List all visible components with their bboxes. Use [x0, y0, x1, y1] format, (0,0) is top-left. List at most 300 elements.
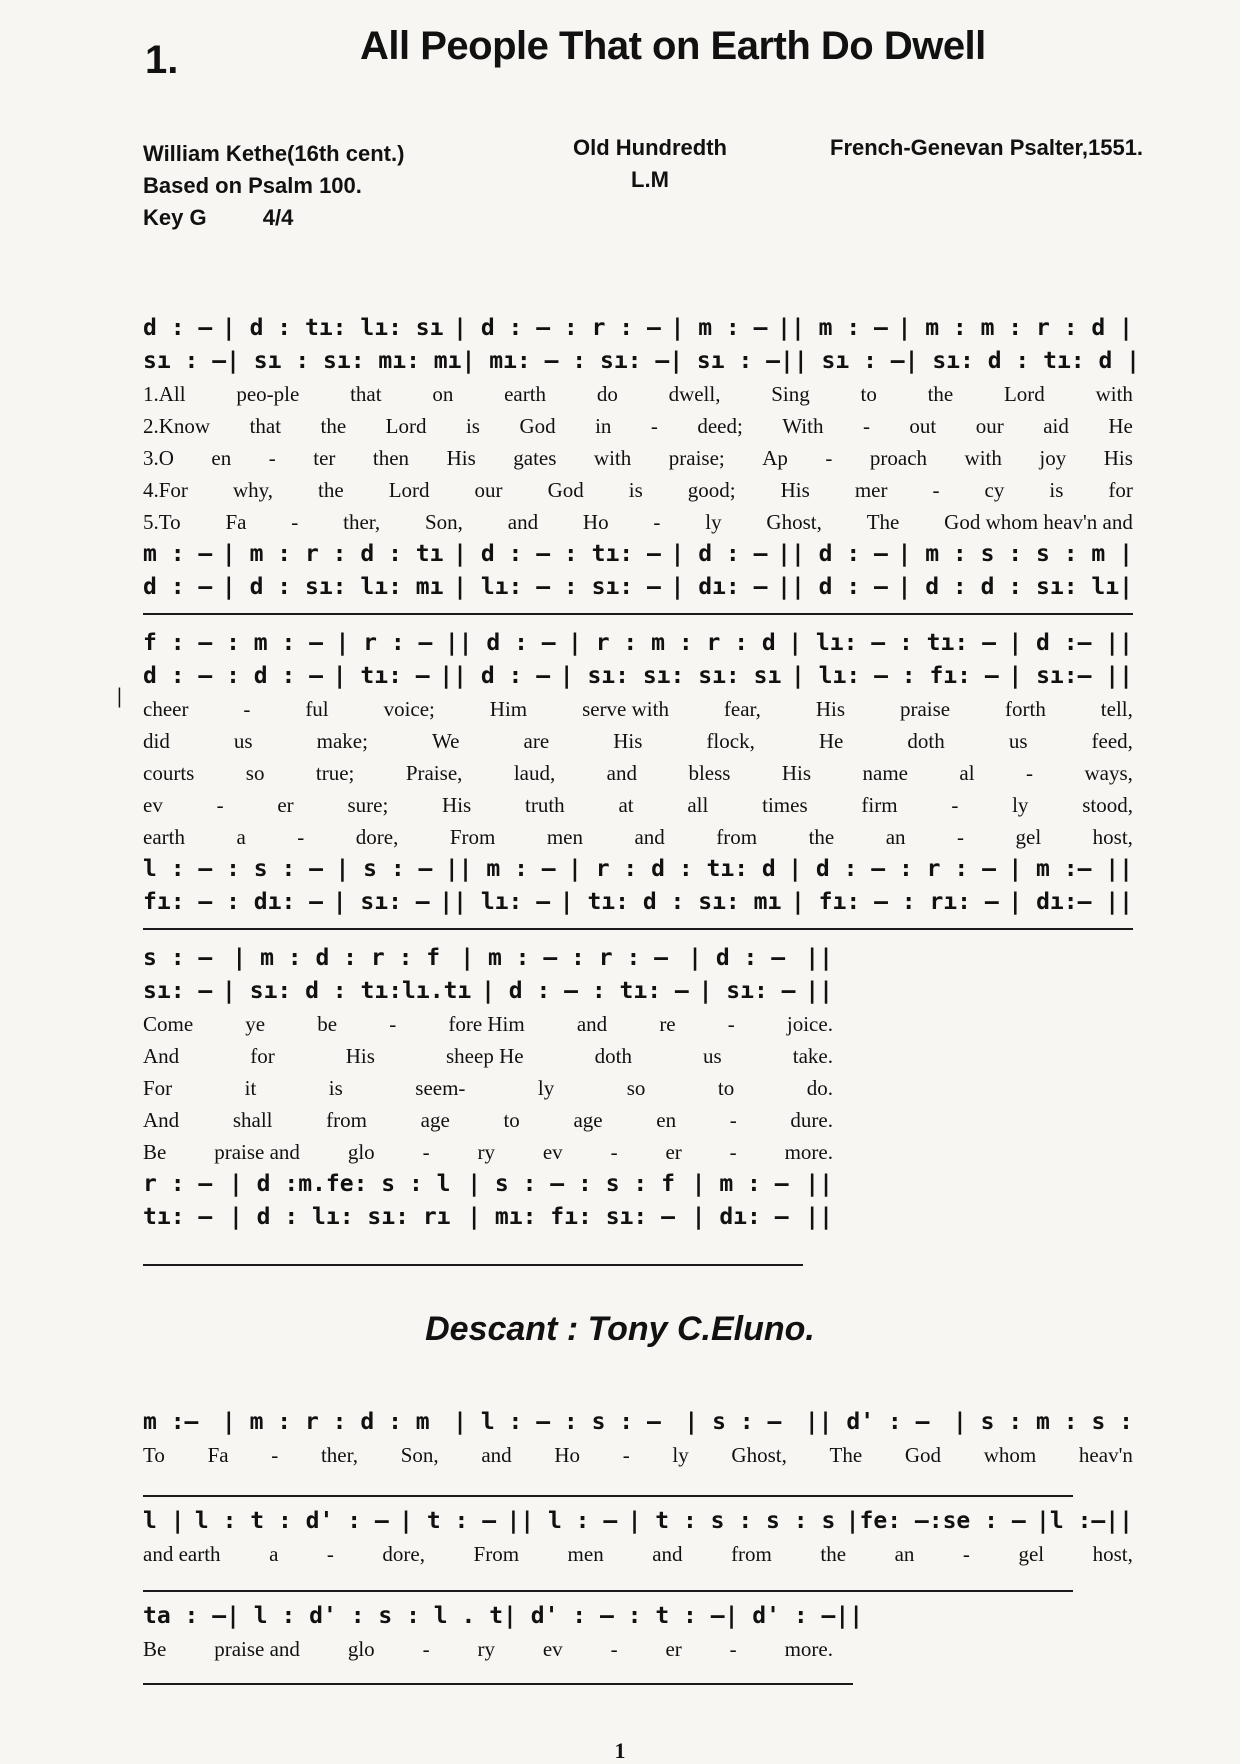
upper-part-2 — [143, 660, 1133, 693]
descant-line-1 — [143, 1406, 1133, 1471]
lyric-word: ly — [705, 510, 722, 534]
lyric-word: is — [628, 478, 643, 502]
lyric-word: His — [1103, 446, 1133, 470]
key-signature — [143, 202, 404, 234]
lyric-word: His — [780, 478, 810, 502]
sol-fa-segment: | d : sı: lı: mı — [221, 574, 444, 600]
sol-fa-segment: | dı: – — [691, 1204, 789, 1230]
sol-fa-segment: f : – : m : – — [143, 630, 324, 656]
lyric-word: - — [727, 1012, 735, 1036]
sol-fa-segment: | d' : – : t : – — [503, 1603, 725, 1629]
lyric-word: The — [829, 1443, 863, 1467]
sol-fa-segment: || l : – — [506, 1508, 618, 1534]
lyric-word: with — [593, 446, 632, 470]
lyric-word: that — [249, 414, 282, 438]
lyric-word: mer — [854, 478, 888, 502]
sol-fa-segment: || — [805, 978, 833, 1004]
sol-fa-segment: | d : – : r : – — [788, 856, 996, 882]
lower-part-2 — [143, 1201, 833, 1234]
lyric-word: age — [420, 1108, 450, 1132]
sol-fa-segment: || — [805, 1171, 833, 1197]
lyric-word: ye — [245, 1012, 266, 1036]
lyric-word: doth — [907, 729, 945, 753]
lyric-word: the — [808, 825, 835, 849]
sol-fa-segment: | sı : – — [669, 348, 780, 374]
lyric-word: 1.All — [143, 382, 186, 406]
system-divider — [143, 1264, 803, 1266]
sol-fa-segment: | t : s : s : s — [627, 1508, 836, 1534]
lyric-word: host, — [1092, 1542, 1133, 1566]
lyric-word: flock, — [706, 729, 755, 753]
lyric-word: ev — [143, 793, 163, 817]
sol-fa-segment: | dı:– || — [1008, 889, 1133, 915]
verse-3-lyrics — [143, 1072, 833, 1104]
sol-fa-segment: | d' : – — [724, 1603, 836, 1629]
lyric-word: are — [523, 729, 550, 753]
lyric-word: - — [729, 1637, 737, 1661]
descant-heading: Descant : Tony C.Eluno. — [425, 1310, 815, 1348]
lyric-word: - — [610, 1140, 618, 1164]
lyric-word: cheer — [143, 697, 189, 721]
lyric-word: Fa — [207, 1443, 229, 1467]
lyric-word: laud, — [513, 761, 556, 785]
lyric-word: more. — [784, 1140, 833, 1164]
lyric-word: and — [652, 1542, 683, 1566]
lyric-word: Ap — [762, 446, 788, 470]
lyric-word: then — [372, 446, 410, 470]
hymn-title: All People That on Earth Do Dwell — [360, 24, 986, 68]
lyric-word: ry — [477, 1140, 495, 1164]
lyric-word: joice. — [786, 1012, 833, 1036]
lyric-word: For — [143, 1076, 173, 1100]
lyric-word: He — [1108, 414, 1133, 438]
lyric-word: a — [269, 1542, 279, 1566]
lyric-word: 2.Know — [143, 414, 211, 438]
lyric-word: cy — [984, 478, 1005, 502]
lyric-word: do. — [806, 1076, 833, 1100]
lyric-word: - — [862, 414, 870, 438]
sol-fa-segment: | d :m.fe: s : l — [228, 1171, 451, 1197]
lyric-word: peo-ple — [236, 382, 300, 406]
lyric-word: men — [567, 1542, 604, 1566]
page-number: 1 — [614, 1738, 626, 1763]
lyric-word: doth — [594, 1044, 632, 1068]
verse-1-lyrics — [143, 378, 1133, 410]
sol-fa-segment: | fı: – : rı: – — [790, 889, 999, 915]
lyric-word: serve with — [582, 697, 669, 721]
lyric-word: From — [449, 825, 496, 849]
lyric-word: And — [143, 1044, 180, 1068]
descant-notes — [143, 1505, 1133, 1538]
lyric-word: - — [951, 793, 959, 817]
sol-fa-segment: || sı : – — [780, 348, 905, 374]
lower-part-1 — [143, 853, 1133, 886]
sol-fa-segment: | r : – — [335, 630, 433, 656]
lyric-word: with — [1095, 382, 1133, 406]
lyric-word: - — [326, 1542, 334, 1566]
system-divider — [143, 613, 1133, 615]
lyric-word: take. — [792, 1044, 833, 1068]
lyric-word: praise; — [668, 446, 725, 470]
descant-line-2 — [143, 1505, 1133, 1570]
lyric-word: at — [618, 793, 634, 817]
sol-fa-segment: | d : – : tı: – — [481, 978, 689, 1004]
lyric-word: tell, — [1100, 697, 1133, 721]
sol-fa-segment: ta : – — [143, 1603, 227, 1629]
lyric-word: ev — [542, 1140, 563, 1164]
verse-2-lyrics — [143, 725, 1133, 757]
psalm-basis: Based on Psalm 100. — [143, 173, 362, 198]
lyric-word: - — [1026, 761, 1034, 785]
verse-5-lyrics — [143, 821, 1133, 853]
lyric-word: al — [959, 761, 975, 785]
lyric-word: age — [573, 1108, 603, 1132]
author-credit — [143, 138, 404, 234]
lyric-word: seem- — [415, 1076, 466, 1100]
lyric-word: is — [1049, 478, 1064, 502]
lyric-word: dwell, — [668, 382, 721, 406]
sol-fa-segment: r : – — [143, 1171, 213, 1197]
sol-fa-segment: l | — [143, 1508, 185, 1534]
lyric-word: praise and — [214, 1637, 300, 1661]
lyric-word: Praise, — [405, 761, 463, 785]
sol-fa-segment: | m : – — [670, 315, 768, 341]
descant-divider — [143, 1590, 1073, 1592]
lyric-word: - — [932, 478, 940, 502]
lyric-word: ful — [305, 697, 329, 721]
lower-part-1 — [143, 1168, 833, 1201]
lyric-word: gel — [1015, 825, 1042, 849]
sol-fa-segment: | sı: – — [698, 978, 796, 1004]
lyric-word: fear, — [723, 697, 761, 721]
sol-fa-segment: | d :– || — [1008, 630, 1133, 656]
lyric-word: - — [825, 446, 833, 470]
lyric-word: feed, — [1091, 729, 1133, 753]
verse-4-lyrics — [143, 474, 1133, 506]
lyric-word: Him — [489, 697, 528, 721]
sol-fa-segment: | r : m : r : d — [568, 630, 776, 656]
lyric-word: voice; — [383, 697, 435, 721]
lyric-word: - — [729, 1140, 737, 1164]
lyric-word: and — [606, 761, 637, 785]
sol-fa-segment: || d : – — [444, 630, 556, 656]
lyric-word: with — [964, 446, 1002, 470]
lyric-word: - — [243, 697, 251, 721]
sol-fa-segment: | sı: d : tı: d | — [904, 348, 1141, 374]
sol-fa-segment: || — [805, 945, 833, 971]
author: William Kethe(16th cent.) — [143, 141, 405, 166]
lyric-word: out — [909, 414, 937, 438]
sol-fa-segment: || d : – — [777, 541, 888, 567]
lyric-word: dore, — [355, 825, 399, 849]
verse-4-lyrics — [143, 789, 1133, 821]
sol-fa-segment: | s : – — [684, 1409, 782, 1435]
sol-fa-segment: | sı:– || — [1008, 663, 1133, 689]
sol-fa-segment: s : – — [143, 945, 213, 971]
lyric-word: The — [866, 510, 900, 534]
lyric-word: - — [422, 1637, 430, 1661]
verse-2-lyrics — [143, 1040, 833, 1072]
upper-part-1 — [143, 627, 1133, 660]
lyric-word: us — [1008, 729, 1028, 753]
lyric-word: and earth — [143, 1542, 221, 1566]
lyric-word: His — [815, 697, 846, 721]
lyric-word: His — [613, 729, 643, 753]
lyric-word: ly — [1012, 793, 1029, 817]
lyric-word: our — [975, 414, 1004, 438]
sol-fa-segment: || lı: – — [439, 889, 551, 915]
lyric-word: a — [236, 825, 246, 849]
sol-fa-segment: m : – — [143, 541, 213, 567]
lyric-word: Ho — [554, 1443, 580, 1467]
upper-part-1 — [143, 312, 1133, 345]
lyric-word: glo — [347, 1637, 375, 1661]
lyric-word: - — [653, 510, 661, 534]
lyric-word: ry — [477, 1637, 495, 1661]
hymn-number: 1. — [145, 38, 179, 82]
sol-fa-segment: | d : – — [688, 945, 786, 971]
lyric-word: for — [250, 1044, 275, 1068]
sol-fa-segment: | r : d : tı: d — [568, 856, 776, 882]
lyric-word: God whom heav'n and — [944, 510, 1133, 534]
lyric-word: ly — [537, 1076, 555, 1100]
sol-fa-segment: || d : – — [439, 663, 551, 689]
lyric-word: - — [650, 414, 658, 438]
sol-fa-segment: | d : – : r : – — [453, 315, 661, 341]
lyric-word: en — [211, 446, 232, 470]
sol-fa-segment: || — [805, 1204, 833, 1230]
sol-fa-segment: d : – — [143, 574, 213, 600]
upper-part-1 — [143, 942, 833, 975]
sol-fa-segment: | m : – — [691, 1171, 789, 1197]
lyric-word: and — [507, 510, 539, 534]
verse-3-lyrics — [143, 757, 1133, 789]
sol-fa-segment: d : – : d : – — [143, 663, 324, 689]
lyric-word: good; — [687, 478, 736, 502]
lyric-word: from — [716, 825, 758, 849]
lyric-word: is — [328, 1076, 343, 1100]
lyric-word: Ghost, — [731, 1443, 787, 1467]
sol-fa-segment: | tı: d : sı: mı — [559, 889, 782, 915]
sol-fa-segment: | d : d : sı: lı| — [897, 574, 1133, 600]
lyric-word: Son, — [400, 1443, 439, 1467]
lyric-word: gel — [1018, 1542, 1045, 1566]
lyric-word: joy — [1039, 446, 1067, 470]
lyric-word: God — [519, 414, 556, 438]
verse-5-lyrics — [143, 1136, 833, 1168]
lyric-word: - — [389, 1012, 397, 1036]
sol-fa-segment: | m : d : r : f — [232, 945, 441, 971]
lyric-word: times — [762, 793, 808, 817]
sol-fa-segment: || d : – — [777, 574, 888, 600]
sol-fa-segment: l : t : d' : – — [194, 1508, 389, 1534]
lyric-word: the — [318, 478, 344, 502]
lyric-word: proach — [869, 446, 928, 470]
lyric-word: praise — [899, 697, 951, 721]
lyric-word: dore, — [382, 1542, 425, 1566]
lyric-word: er — [665, 1140, 682, 1164]
lyric-word: ther, — [320, 1443, 358, 1467]
lyric-word: and — [576, 1012, 608, 1036]
lyric-word: Sing — [771, 382, 810, 406]
lyric-word: His — [442, 793, 472, 817]
lyric-word: firm — [861, 793, 898, 817]
lyric-word: - — [422, 1140, 430, 1164]
lyric-word: is — [465, 414, 480, 438]
sol-fa-segment: | m : r : d : tı — [221, 541, 444, 567]
lyric-word: to — [860, 382, 877, 406]
sol-fa-segment: || d' : – — [804, 1409, 930, 1435]
lyric-word: praise and — [214, 1140, 300, 1164]
lyric-word: - — [291, 510, 299, 534]
lyric-word: er — [277, 793, 294, 817]
lyric-word: - — [957, 825, 965, 849]
lyric-word: - — [962, 1542, 970, 1566]
lyric-word: er — [665, 1637, 682, 1661]
lower-part-1 — [143, 538, 1133, 571]
lyric-word: His — [446, 446, 476, 470]
lyric-word: ways, — [1084, 761, 1133, 785]
lyric-word: - — [729, 1108, 737, 1132]
sol-fa-segment: | m : – : r : – — [460, 945, 668, 971]
lyric-word: so — [626, 1076, 646, 1100]
lyric-word: the — [320, 414, 347, 438]
sol-fa-segment: d : – — [143, 315, 213, 341]
lyric-word: Lord — [388, 478, 430, 502]
lyric-word: courts — [143, 761, 195, 785]
lyric-word: men — [546, 825, 583, 849]
descant-divider — [143, 1683, 853, 1685]
sol-fa-segment: || m : – — [444, 856, 556, 882]
lyric-word: true; — [315, 761, 355, 785]
lyric-word: from — [326, 1108, 367, 1132]
sol-fa-segment: || m : – — [777, 315, 888, 341]
lyric-word: gates — [513, 446, 557, 470]
verse-1-lyrics — [143, 1008, 833, 1040]
sol-fa-segment: | d : – — [670, 541, 768, 567]
sol-fa-segment: | d : tı: lı: sı — [221, 315, 444, 341]
sol-fa-segment: | m : s : s : m | — [897, 541, 1133, 567]
lyric-word: name — [862, 761, 908, 785]
lyric-word: Ghost, — [766, 510, 822, 534]
lyric-word: ly — [672, 1443, 689, 1467]
sol-fa-segment: | d : lı: sı: rı — [228, 1204, 451, 1230]
verse-4-lyrics — [143, 1104, 833, 1136]
lyric-word: He — [818, 729, 844, 753]
lyric-word: and — [481, 1443, 512, 1467]
lyric-word: en — [656, 1108, 677, 1132]
lyric-word: stood, — [1082, 793, 1133, 817]
lyric-word: - — [268, 446, 276, 470]
lyric-word: With — [782, 414, 824, 438]
lyric-word: glo — [347, 1140, 375, 1164]
sol-fa-segment: | mı: fı: sı: – — [467, 1204, 675, 1230]
lyric-word: so — [245, 761, 265, 785]
lyric-word: 4.For — [143, 478, 188, 502]
lyric-word: - — [297, 825, 305, 849]
lower-part-2 — [143, 886, 1133, 919]
lyric-word: - — [622, 1443, 630, 1467]
lyric-word: us — [703, 1044, 722, 1068]
lyric-word: the — [927, 382, 954, 406]
sol-fa-segment: | s : – : s : f — [467, 1171, 675, 1197]
lyric-word: re — [659, 1012, 676, 1036]
lyric-word: - — [271, 1443, 279, 1467]
lyric-word: 3.O — [143, 446, 174, 470]
lyric-word: that — [350, 382, 382, 406]
sol-fa-segment: | tı: – — [332, 663, 430, 689]
tune-info — [560, 132, 740, 196]
sol-fa-segment: | l : – : s : – — [453, 1409, 661, 1435]
lyric-word: Be — [143, 1140, 167, 1164]
verse-3-lyrics — [143, 442, 1133, 474]
lyric-word: shall — [232, 1108, 273, 1132]
sol-fa-segment: | sı: sı: sı: sı — [559, 663, 782, 689]
sol-fa-segment: sı : – — [143, 348, 227, 374]
lower-part-2 — [143, 571, 1133, 604]
lyric-word: more. — [784, 1637, 833, 1661]
lyric-word: Fa — [225, 510, 247, 534]
lyric-word: all — [687, 793, 709, 817]
lyric-word: - — [216, 793, 224, 817]
lyric-word: Ho — [582, 510, 609, 534]
composer-source: French-Genevan Psalter,1551. — [830, 135, 1144, 160]
lyric-word: aid — [1043, 414, 1069, 438]
upper-part-2 — [143, 975, 833, 1008]
sol-fa-segment: | m :– || — [1008, 856, 1133, 882]
lyric-word: His — [781, 761, 812, 785]
sol-fa-segment: | m : r : d : m — [221, 1409, 430, 1435]
sol-fa-segment: |l :–|| — [1036, 1508, 1133, 1534]
lyric-word: in — [595, 414, 612, 438]
lyric-word: God — [904, 1443, 942, 1467]
lyric-word: deed; — [697, 414, 743, 438]
lyric-word: did — [143, 729, 170, 753]
lyric-word: 5.To — [143, 510, 181, 534]
lyric-word: why, — [232, 478, 274, 502]
lyric-word: Be — [143, 1637, 167, 1661]
lyric-word: And — [143, 1108, 180, 1132]
descant-notes — [143, 1600, 864, 1633]
system-2 — [143, 627, 1133, 919]
lyric-word: ter — [313, 446, 336, 470]
lyric-word: truth — [525, 793, 565, 817]
sol-fa-segment: | sı : sı: mı: mı — [226, 348, 462, 374]
lyric-word: us — [233, 729, 253, 753]
sol-fa-segment: l : – : s : – — [143, 856, 324, 882]
lyric-word: from — [731, 1542, 772, 1566]
lyric-word: God — [547, 478, 584, 502]
key: Key G — [143, 205, 207, 230]
sol-fa-segment: |fe: –:se : – — [845, 1508, 1026, 1534]
system-1 — [143, 312, 1141, 604]
verse-1-lyrics — [143, 693, 1133, 725]
sol-fa-segment: tı: – — [143, 1204, 213, 1230]
lyric-word: our — [474, 478, 503, 502]
sol-fa-segment: | l : d' : s : l . t — [226, 1603, 504, 1629]
lyric-word: it — [244, 1076, 257, 1100]
lyric-word: - — [610, 1637, 618, 1661]
lyric-word: ev — [542, 1637, 563, 1661]
lyric-word: whom — [983, 1443, 1037, 1467]
upper-part-2 — [143, 345, 1141, 378]
lyric-word: for — [1108, 478, 1133, 502]
lyric-word: dure. — [790, 1108, 833, 1132]
verse-5-lyrics — [143, 506, 1133, 538]
margin-mark: | — [117, 683, 122, 708]
sol-fa-segment: fı: – : dı: – — [143, 889, 324, 915]
sol-fa-segment: || — [835, 1603, 864, 1629]
